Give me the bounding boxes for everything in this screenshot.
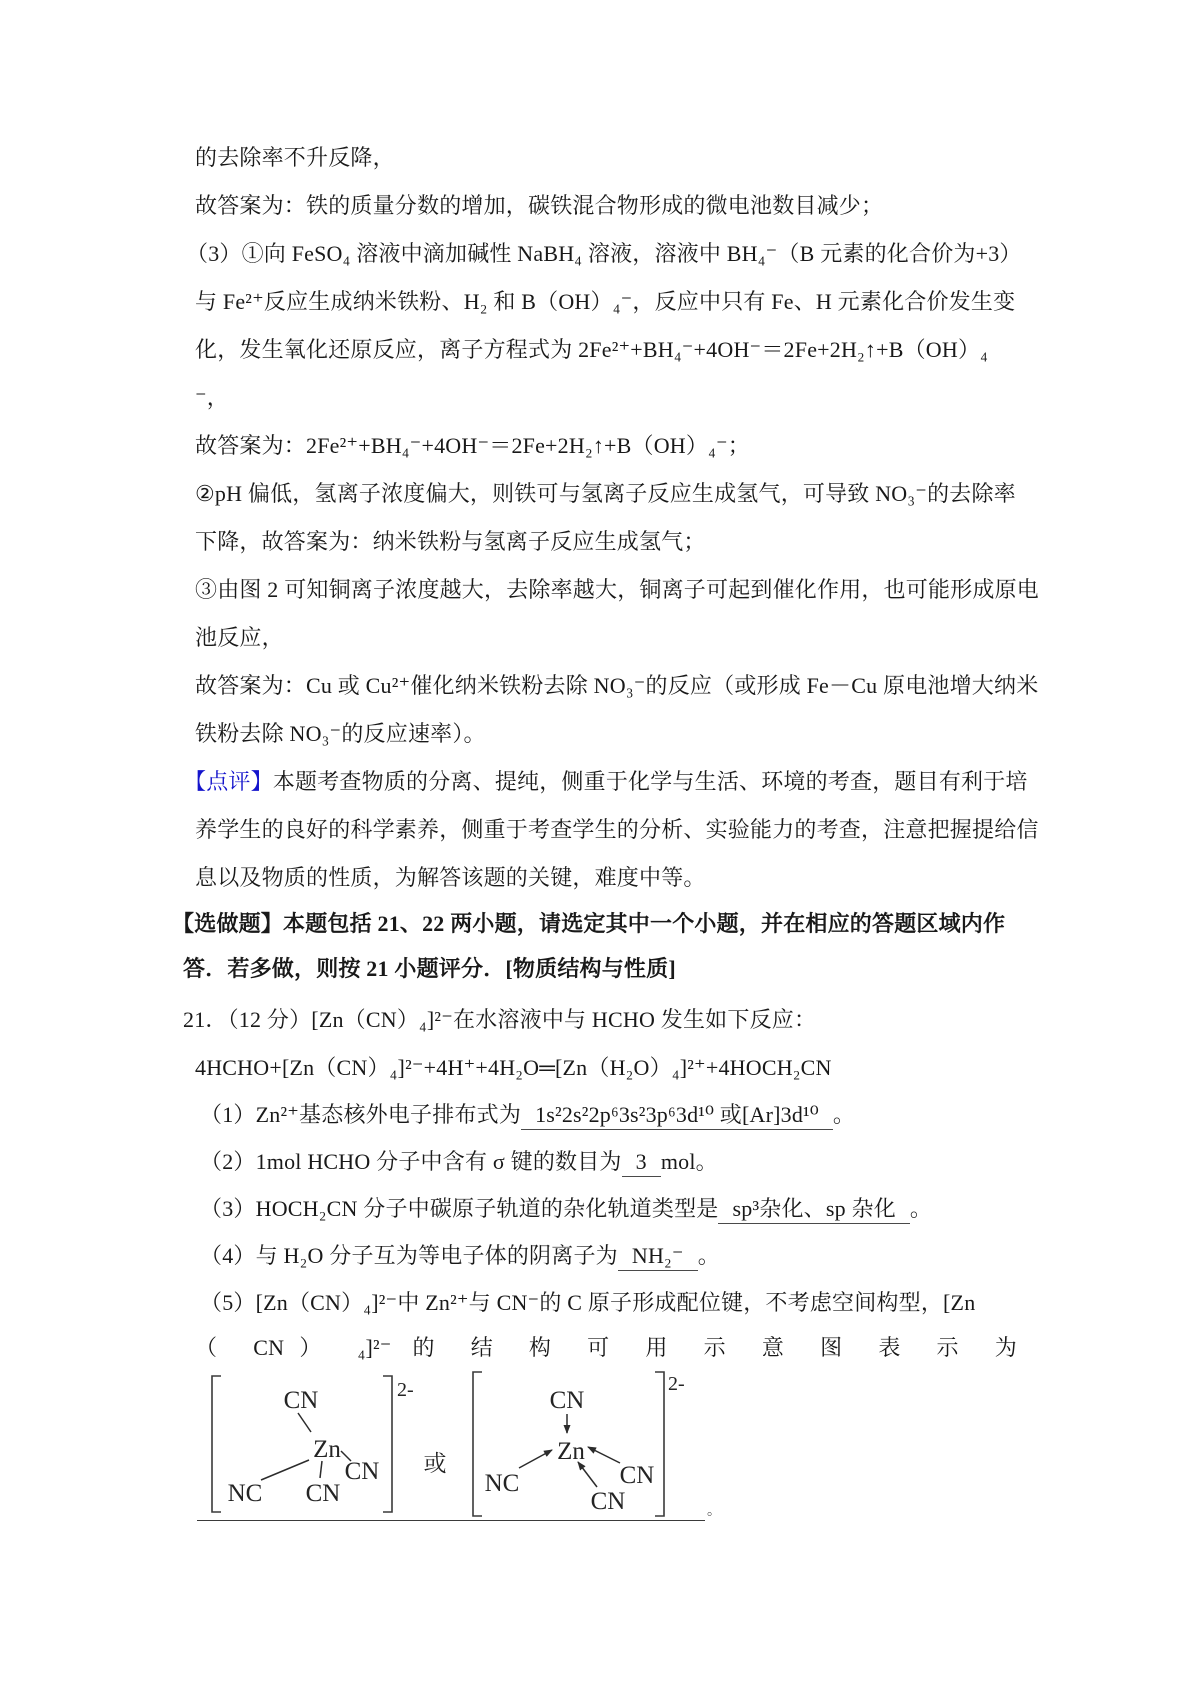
comment-text: 本题考查物质的分离、提纯，侧重于化学与生活、环境的考查，题目有利于培 xyxy=(272,769,1028,794)
solution-line: 的去除率不升反降， xyxy=(195,145,395,170)
solution-line: 故答案为：Cu 或 Cu²⁺催化纳米铁粉去除 NO₃⁻的反应（或形成 Fe－Cu 原电池增大纳米 xyxy=(195,673,1039,698)
part-suffix: mol。 xyxy=(660,1149,718,1174)
comment-line: 养学生的良好的科学素养，侧重于考查学生的分析、实验能力的考查，注意把握提给信 xyxy=(195,817,1039,842)
part-prefix: （4）与 H₂O 分子互为等电子体的阴离子为 xyxy=(200,1243,618,1268)
bond-bottom-mid xyxy=(320,1461,322,1478)
solution-line: 下降，故答案为：纳米铁粉与氢离子反应生成氢气； xyxy=(195,529,706,554)
ligand-label-cn-bottom: CN xyxy=(305,1480,341,1507)
answer-blank-underline xyxy=(197,1506,705,1521)
answer-blank: 1s²2s²2p⁶3s²3p⁶3d¹⁰ 或[Ar]3d¹⁰ xyxy=(521,1101,833,1130)
ligand-label-cn-top: CN xyxy=(283,1387,319,1414)
zinc-atom-label: Zn xyxy=(313,1436,341,1463)
solution-line: ③由图 2 可知铜离子浓度越大，去除率越大，铜离子可起到催化作用，也可能形成原电 xyxy=(195,577,1040,602)
question-21-equation: 4HCHO+[Zn（CN）₄]²⁻+4H⁺+4H₂O═[Zn（H₂O）₄]²⁺+4HOCH₂CN xyxy=(195,1055,832,1080)
bond-bottom-left xyxy=(261,1460,309,1480)
question-part-3 xyxy=(200,1195,932,1224)
structure-diagram xyxy=(205,1366,705,1528)
elective-header-line2: 答．若多做，则按 21 小题评分．[物质结构与性质] xyxy=(183,956,676,981)
ligand-label-nc-left: NC xyxy=(227,1480,263,1507)
part-prefix: （3）HOCH₂CN 分子中碳原子轨道的杂化轨道类型是 xyxy=(200,1196,719,1221)
zn-cn-complex-plain-bonds xyxy=(212,1376,414,1512)
ligand-label-nc-left: NC xyxy=(484,1470,520,1497)
comment-line xyxy=(184,768,1028,796)
part-suffix: 。 xyxy=(832,1102,856,1127)
solution-line: 化，发生氧化还原反应，离子方程式为 2Fe²⁺+BH₄⁻+4OH⁻＝2Fe+2H₂↑+B（OH）₄ xyxy=(195,337,989,362)
left-bracket xyxy=(473,1372,482,1516)
dative-bond-bottom-mid xyxy=(578,1462,597,1487)
ligand-label-cn-bottom: CN xyxy=(590,1488,626,1515)
solution-line: 与 Fe²⁺反应生成纳米铁粉、H₂ 和 B（OH）₄⁻，反应中只有 Fe、H 元素化合价发生变 xyxy=(195,289,1016,314)
answer-blank: NH₂⁻ xyxy=(618,1242,698,1271)
question-part-4 xyxy=(200,1242,720,1271)
ligand-label-cn-top: CN xyxy=(549,1387,585,1414)
question-part-5-continued: （ CN） ₄]²⁻ 的 结 构 可 用 示 意 图 表 示 为 xyxy=(195,1335,1017,1360)
question-part-5: （5）[Zn（CN）₄]²⁻中 Zn²⁺与 CN⁻的 C 原子形成配位键，不考虑空间构型，[Zn xyxy=(200,1290,976,1315)
solution-line: 池反应， xyxy=(195,625,284,650)
solution-line: （3）①向 FeSO₄ 溶液中滴加碱性 NaBH₄ 溶液，溶液中 BH₄⁻（B 元素的化合价为+3） xyxy=(186,241,1022,266)
or-text: 或 xyxy=(423,1451,447,1476)
left-bracket xyxy=(212,1376,221,1512)
question-21-stem: 21．（12 分）[Zn（CN）₄]²⁻在水溶液中与 HCHO 发生如下反应： xyxy=(183,1007,817,1032)
solution-line: 故答案为：2Fe²⁺+BH₄⁻+4OH⁻＝2Fe+2H₂↑+B（OH）₄⁻； xyxy=(195,433,750,458)
part-prefix: （1）Zn²⁺基态核外电子排布式为 xyxy=(200,1102,522,1127)
solution-line: 铁粉去除 NO₃⁻的反应速率）。 xyxy=(195,721,486,746)
zinc-atom-label: Zn xyxy=(557,1438,585,1465)
dative-bond-right xyxy=(588,1447,620,1463)
right-bracket xyxy=(655,1372,664,1516)
comment-tag: 【点评】 xyxy=(184,769,273,794)
part-prefix: （2）1mol HCHO 分子中含有 σ 键的数目为 xyxy=(200,1149,622,1174)
answer-blank: 3 xyxy=(622,1148,661,1177)
dative-bond-bottom-left xyxy=(519,1450,552,1468)
solution-line: ②pH 偏低，氢离子浓度偏大，则铁可与氢离子反应生成氢气，可导致 NO₃⁻的去除率 xyxy=(195,481,1016,506)
solution-line: ⁻， xyxy=(195,385,230,410)
ligand-label-cn-right: CN xyxy=(344,1458,380,1485)
charge-label: 2- xyxy=(397,1379,414,1401)
answer-blank: sp³杂化、sp 杂化 xyxy=(718,1195,909,1224)
charge-label: 2- xyxy=(668,1373,685,1395)
bond-top xyxy=(298,1413,311,1432)
question-part-1 xyxy=(200,1101,855,1130)
question-part-2 xyxy=(200,1148,718,1177)
part-suffix: 。 xyxy=(909,1196,933,1221)
zn-cn-complex-dative-bonds xyxy=(473,1372,685,1516)
ligand-label-cn-right: CN xyxy=(619,1462,655,1489)
sentence-period: 。 xyxy=(707,1504,721,1519)
right-bracket xyxy=(383,1376,392,1512)
solution-line: 故答案为：铁的质量分数的增加，碳铁混合物形成的微电池数目减少； xyxy=(195,193,884,218)
comment-line: 息以及物质的性质，为解答该题的关键，难度中等。 xyxy=(195,865,706,890)
part-suffix: 。 xyxy=(697,1243,720,1268)
elective-header-line1: 【选做题】本题包括 21、22 两小题，请选定其中一个小题，并在相应的答题区域内作 xyxy=(172,911,1006,936)
